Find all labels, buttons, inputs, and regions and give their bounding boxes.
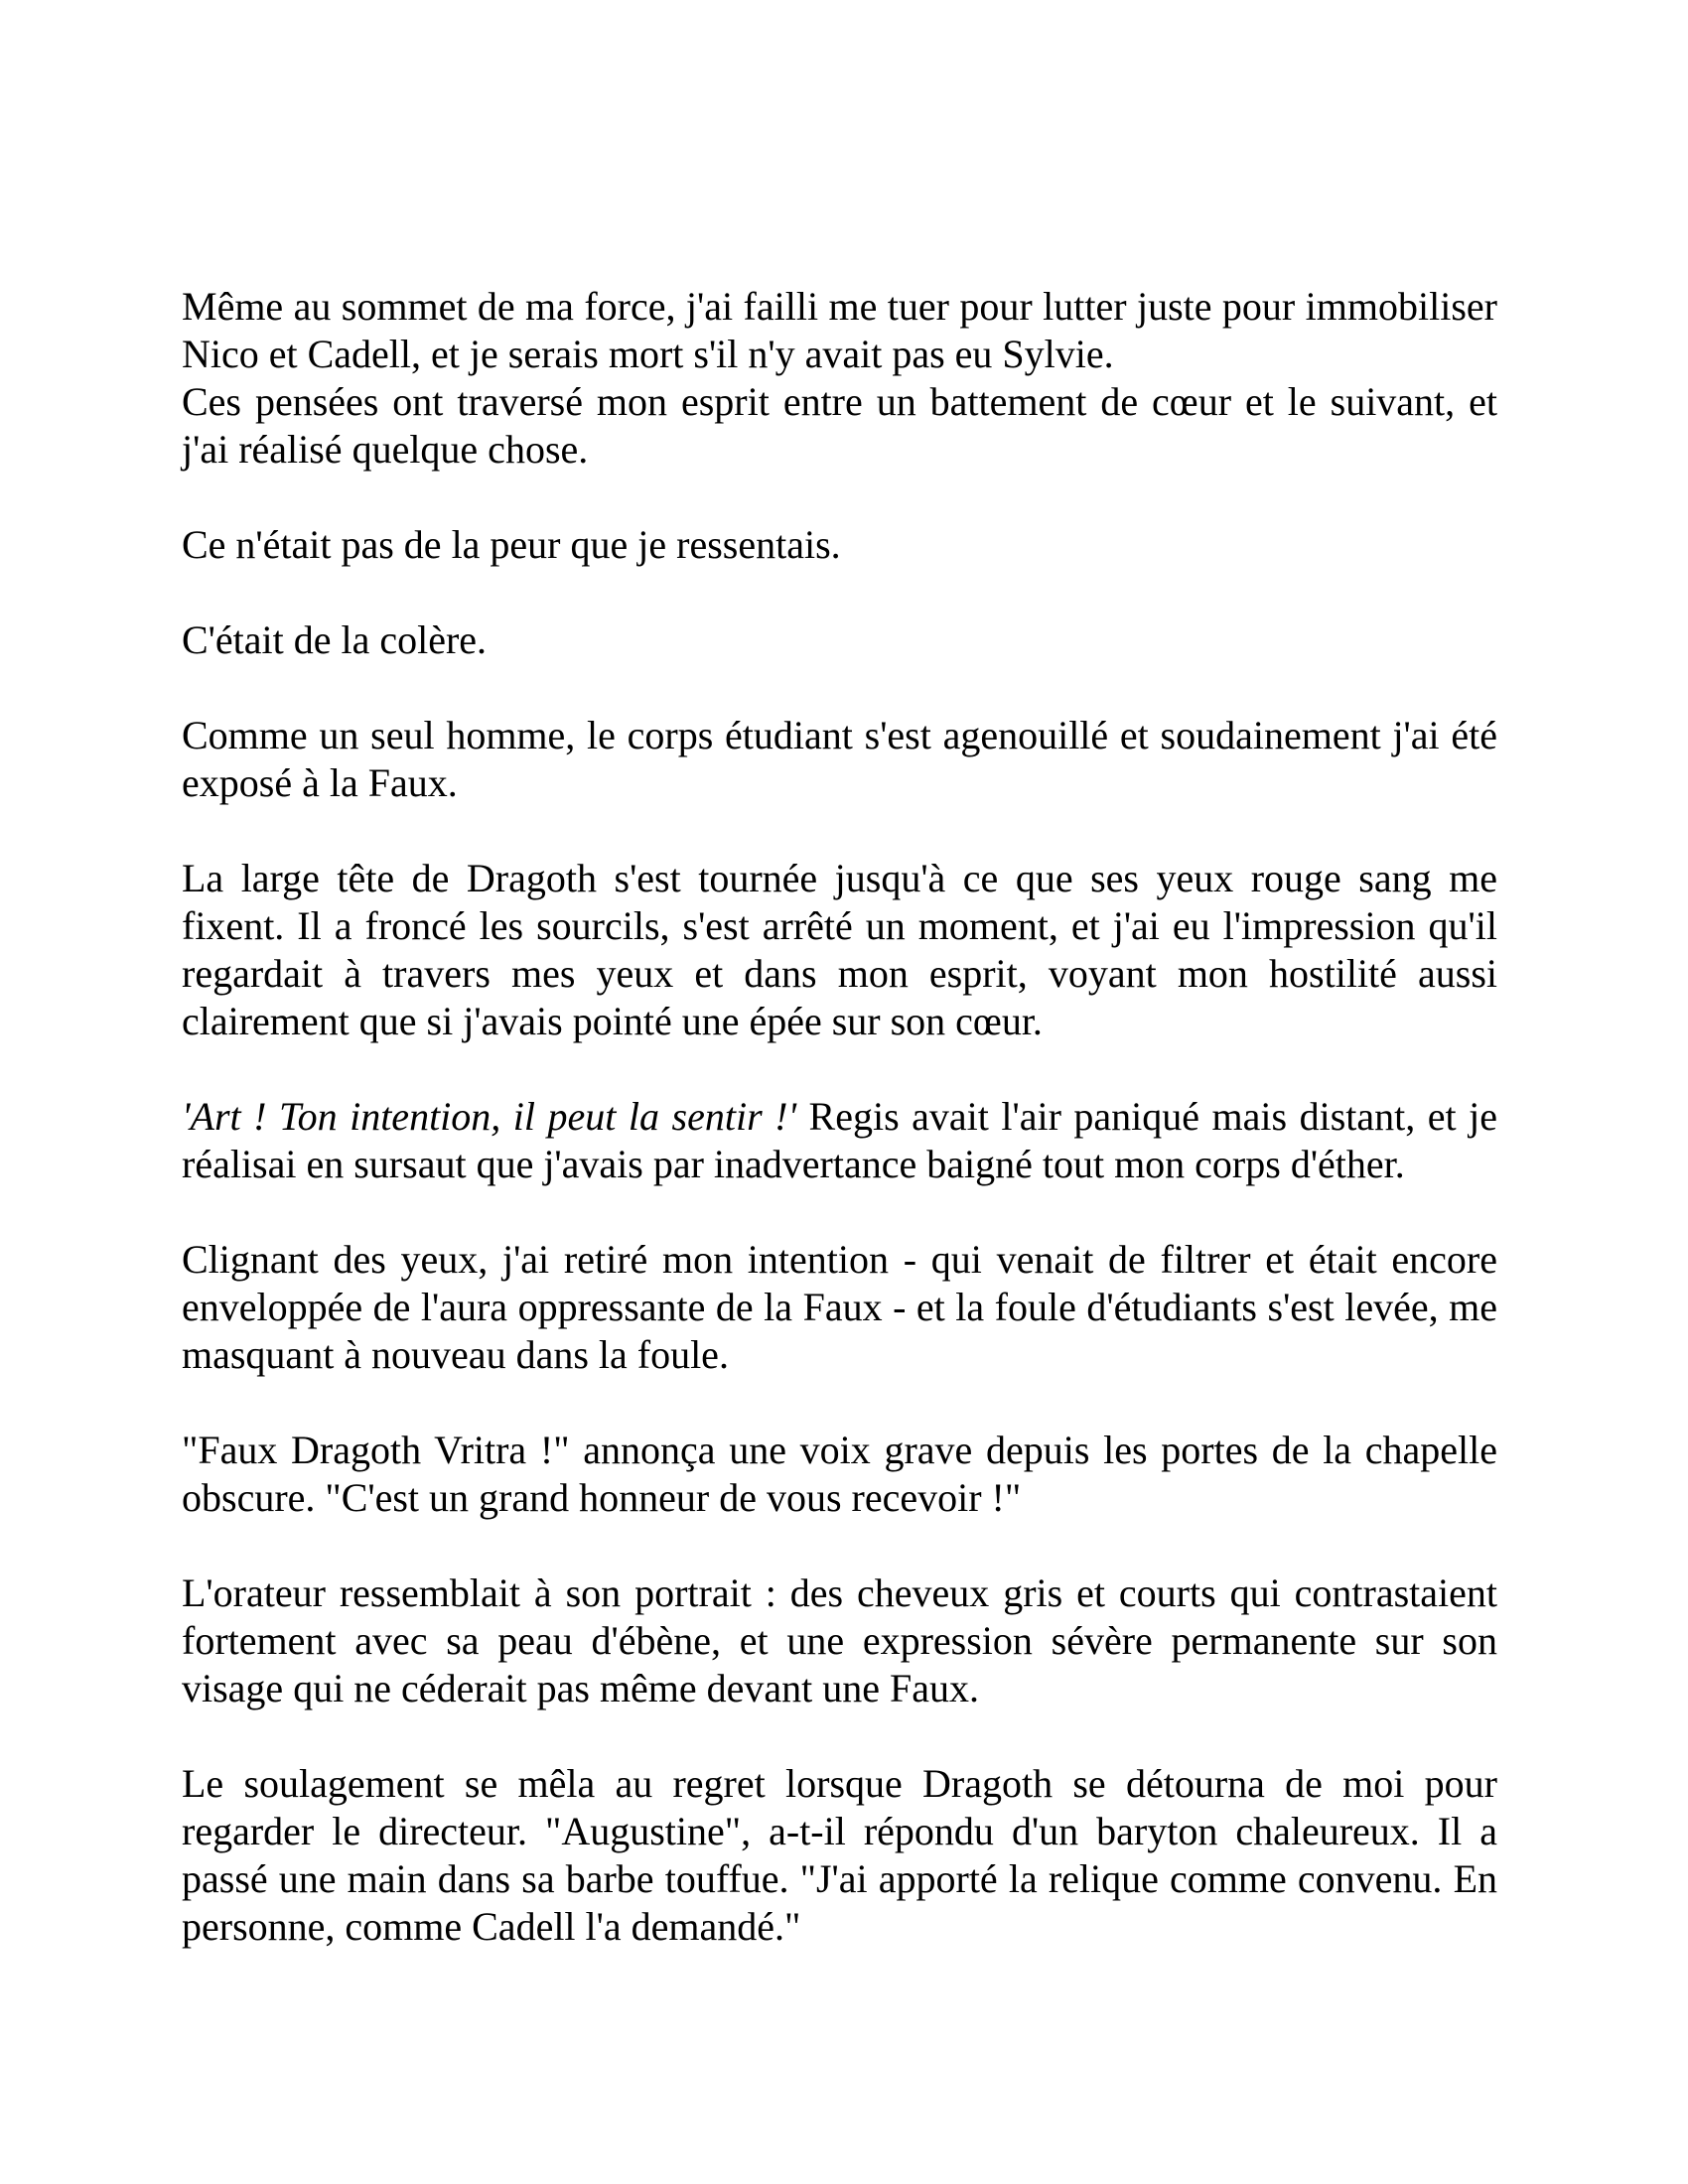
paragraph [182,283,1497,378]
paragraph [182,1760,1497,1951]
text-run: Ce n'était pas de la peur que je ressentais. [182,522,841,567]
paragraph [182,1236,1497,1379]
text-run: Le soulagement se mêla au regret lorsque Dragoth se détourna de moi pour regarder le directeur. "Augustine", a-t-il répondu d'un baryton chaleureux. Il a passé une main dans sa barbe touffue. "J'ai apporté la relique comme convenu. En personne, comme Cadell l'a demandé." [182,1761,1497,1949]
text-column [182,283,1497,1951]
paragraph [182,616,1497,664]
text-run: Comme un seul homme, le corps étudiant s'est agenouillé et soudainement j'ai été exposé à la Faux. [182,713,1497,805]
paragraph [182,712,1497,807]
text-run: "Faux Dragoth Vritra !" annonça une voix grave depuis les portes de la chapelle obscure. "C'est un grand honneur de vous recevoir !" [182,1428,1497,1520]
text-run: C'était de la colère. [182,617,488,662]
italic-text-run: 'Art ! Ton intention, il peut la sentir !' [182,1094,797,1139]
text-run: Clignant des yeux, j'ai retiré mon intention - qui venait de filtrer et était encore enveloppée de l'aura oppressante de la Faux - et la foule d'étudiants s'est levée, me masquant à nouveau dans la foule. [182,1237,1497,1377]
paragraph [182,1570,1497,1712]
text-run: Regis avait l'air paniqué mais distant, et je réalisai en sursaut que j'avais par inadvertance baigné tout mon corps d'éther. [182,1094,1498,1186]
paragraph [182,378,1497,474]
paragraph [182,1093,1497,1188]
text-run: La large tête de Dragoth s'est tournée jusqu'à ce que ses yeux rouge sang me fixent. Il a froncé les sourcils, s'est arrêté un moment, et j'ai eu l'impression qu'il regardait à travers mes yeux et dans mon esprit, voyant mon hostilité aussi clairement que si j'avais pointé une épée sur son cœur. [182,856,1497,1043]
paragraph [182,1427,1497,1522]
paragraph [182,521,1497,569]
text-run: Même au sommet de ma force, j'ai failli me tuer pour lutter juste pour immobiliser Nico et Cadell, et je serais mort s'il n'y avait pas eu Sylvie. [182,284,1497,376]
text-run: Ces pensées ont traversé mon esprit entre un battement de cœur et le suivant, et j'ai réalisé quelque chose. [182,379,1497,472]
text-run: L'orateur ressemblait à son portrait : des cheveux gris et courts qui contrastaient fortement avec sa peau d'ébène, et une expression sévère permanente sur son visage qui ne céderait pas même devant une Faux. [182,1570,1497,1710]
paragraph [182,855,1497,1045]
